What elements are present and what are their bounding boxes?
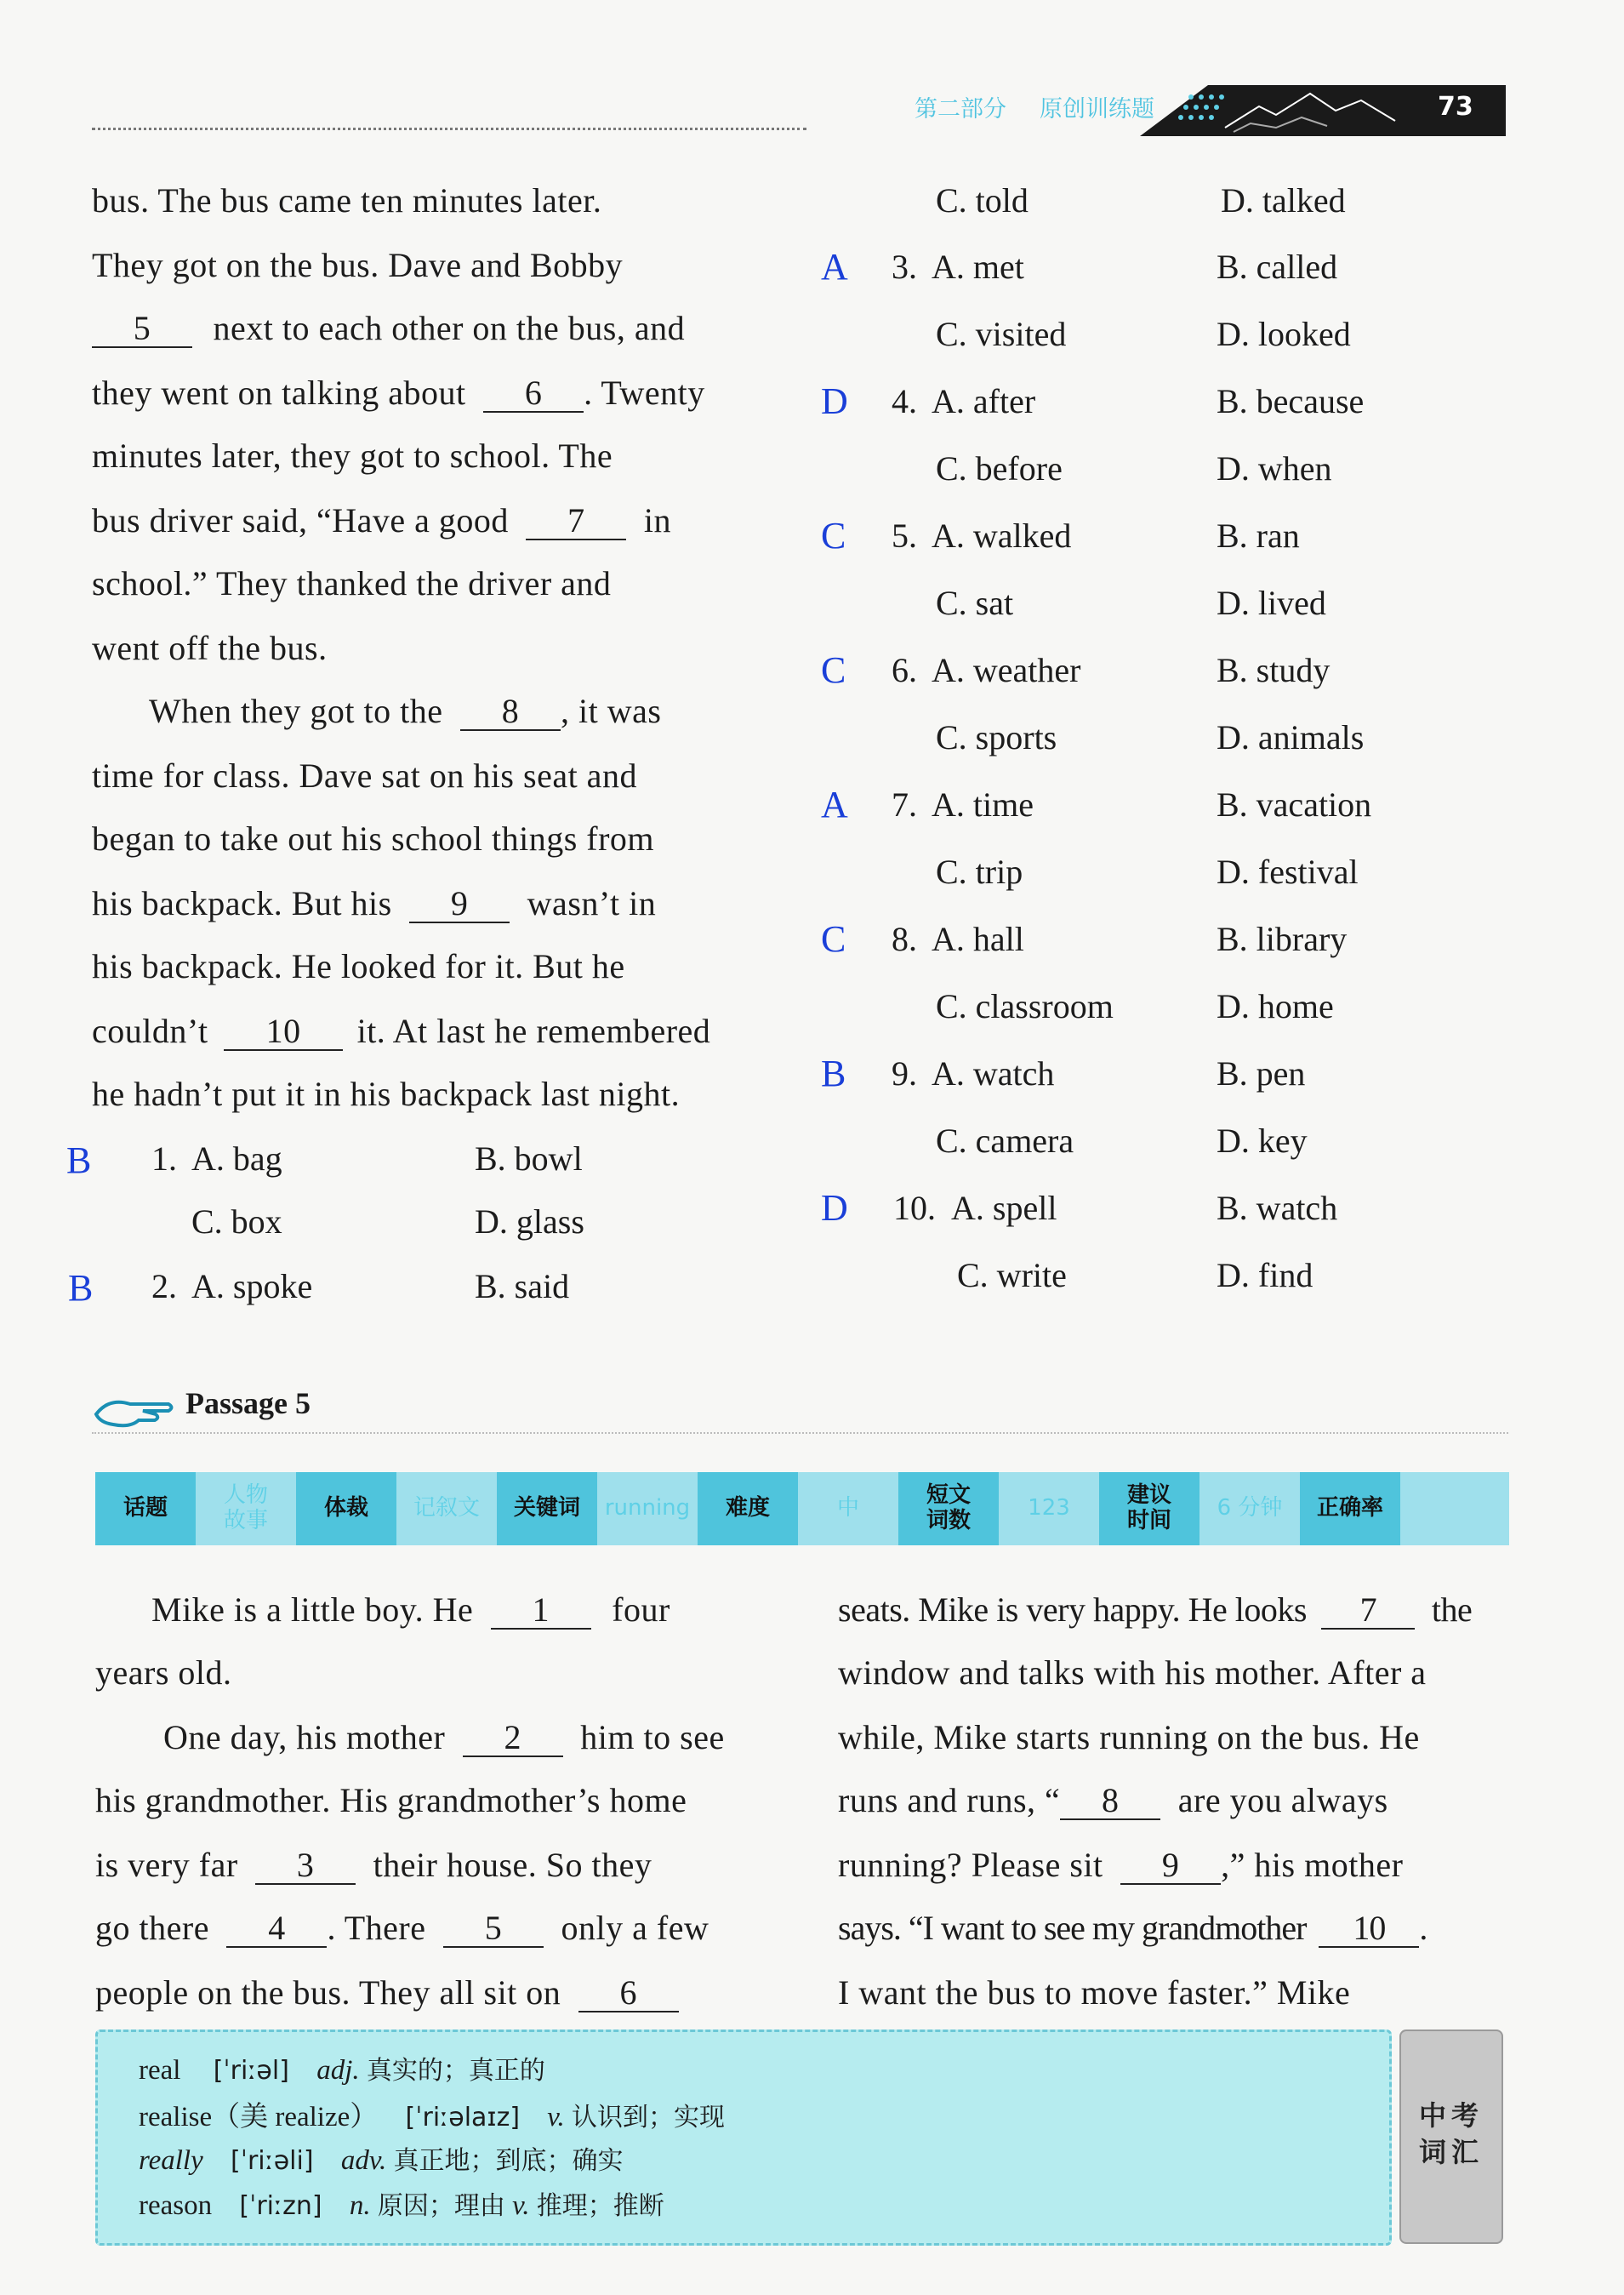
- option-c: C. box: [191, 1202, 282, 1241]
- blank: 9: [1120, 1847, 1221, 1885]
- option-d: D. key: [1217, 1122, 1308, 1160]
- info-value-difficulty: 中: [798, 1472, 898, 1545]
- option-c: C. sat: [936, 584, 1014, 622]
- blank: 5: [443, 1910, 544, 1948]
- option-b: B. pen: [1217, 1054, 1306, 1093]
- option-a: A. met: [932, 248, 1024, 286]
- option-a: A. after: [932, 382, 1036, 420]
- vocab-meaning: 推理；推断: [536, 2191, 664, 2221]
- text-span: bus driver said, “Have a good: [92, 501, 509, 539]
- text-line: [92, 1011, 710, 1051]
- text-line: school.” They thanked the driver and: [92, 564, 612, 602]
- info-value-wordcount: 123: [999, 1472, 1099, 1545]
- option-c: C. camera: [936, 1122, 1074, 1160]
- vocab-word: really: [139, 2145, 203, 2176]
- option-d: D. glass: [475, 1202, 584, 1241]
- vocab-word: realise（美 realize）: [139, 2102, 379, 2132]
- handwritten-answer: B: [66, 1139, 92, 1181]
- page-number: 73: [1438, 92, 1473, 122]
- handwritten-answer: A: [821, 784, 848, 825]
- option-d: D. find: [1217, 1256, 1313, 1294]
- text-span: him to see: [580, 1718, 725, 1756]
- info-value-accuracy: [1400, 1472, 1509, 1545]
- text-line: [92, 500, 671, 540]
- option-a: A. walked: [932, 517, 1072, 555]
- text-line: [149, 691, 661, 731]
- vocab-pos: adv.: [340, 2145, 387, 2176]
- question-number: 2.: [151, 1267, 177, 1305]
- text-span: are you always: [1177, 1781, 1388, 1819]
- blank: 9: [409, 886, 510, 923]
- text-span: . Twenty: [584, 374, 705, 412]
- vocab-entry: [139, 2184, 664, 2222]
- handwritten-answer: C: [821, 649, 846, 691]
- info-value-time: 6 分钟: [1199, 1472, 1300, 1545]
- info-label-keyword: 关键词: [497, 1472, 597, 1545]
- text-span: in: [643, 501, 672, 539]
- blank: 10: [1319, 1910, 1419, 1948]
- option-a: A. bag: [191, 1139, 282, 1178]
- vocab-ipa: [ˈriːəlaɪz]: [405, 2103, 521, 2132]
- handwritten-answer: C: [821, 918, 846, 960]
- vocab-pos: v.: [512, 2190, 530, 2221]
- option-a: A. hall: [932, 920, 1024, 958]
- text-span: his backpack. But his: [92, 884, 392, 922]
- blank: 1: [491, 1592, 591, 1630]
- vocab-ipa: [ˈriːzn]: [239, 2191, 322, 2221]
- text-line: [95, 1908, 709, 1948]
- info-label-genre: 体裁: [296, 1472, 396, 1545]
- text-span: couldn’t: [92, 1012, 208, 1050]
- option-a: A. spell: [951, 1189, 1057, 1227]
- question-number: 6.: [892, 651, 917, 689]
- vocab-meaning: 真实的；真正的: [366, 2056, 545, 2086]
- question-number: 3.: [892, 248, 917, 286]
- blank: 8: [1060, 1783, 1160, 1820]
- text-line: [92, 308, 685, 348]
- text-span: go there: [95, 1909, 209, 1947]
- header-section: 第二部分: [915, 96, 1006, 123]
- option-a: A. weather: [932, 651, 1081, 689]
- header-dotted-rule: [92, 128, 806, 130]
- text-line: while, Mike starts running on the bus. He: [838, 1718, 1420, 1756]
- vocab-pos: n.: [349, 2190, 371, 2221]
- handwritten-answer: D: [821, 1187, 848, 1229]
- passage-info-bar: [95, 1472, 1509, 1545]
- info-label-difficulty: 难度: [698, 1472, 798, 1545]
- option-b: B. study: [1217, 651, 1331, 689]
- info-value-keyword: running: [597, 1472, 698, 1545]
- text-span: four: [612, 1590, 670, 1629]
- text-span: people on the bus. They all sit on: [95, 1973, 561, 2012]
- option-b: B. library: [1217, 920, 1348, 958]
- text-line: he hadn’t put it in his backpack last night.: [92, 1075, 681, 1113]
- handwritten-answer: A: [821, 246, 848, 288]
- option-a: A. spoke: [191, 1267, 313, 1305]
- option-d: D. lived: [1217, 584, 1326, 622]
- text-span: running? Please sit: [838, 1846, 1103, 1884]
- option-c: C. classroom: [936, 987, 1114, 1025]
- text-span: When they got to the: [149, 692, 443, 730]
- info-label-accuracy: 正确率: [1300, 1472, 1400, 1545]
- option-b: B. vacation: [1217, 785, 1372, 824]
- text-span: seats. Mike is very happy. He looks: [838, 1590, 1307, 1629]
- option-d: D. home: [1217, 987, 1334, 1025]
- text-line: time for class. Dave sat on his seat and: [92, 756, 637, 795]
- option-c: C. before: [936, 449, 1063, 488]
- text-span: wasn’t in: [527, 884, 657, 922]
- text-span: says. “I want to see my grandmother: [838, 1909, 1307, 1947]
- text-span: their house. So they: [373, 1846, 652, 1884]
- vocab-tab: [1399, 2030, 1503, 2244]
- text-line: bus. The bus came ten minutes later.: [92, 181, 602, 220]
- text-line: [838, 1590, 1472, 1630]
- vocab-entry: [139, 2139, 624, 2177]
- option-d: D. when: [1217, 449, 1332, 488]
- handwritten-answer: B: [68, 1267, 94, 1309]
- header-subsection: 原创训练题: [1040, 96, 1154, 123]
- text-span: Mike is a little boy. He: [151, 1590, 474, 1629]
- question-number: 8.: [892, 920, 917, 958]
- text-line: minutes later, they got to school. The: [92, 437, 613, 475]
- title-rule: [92, 1432, 1508, 1434]
- text-line: [92, 373, 705, 413]
- option-d: D. festival: [1217, 853, 1359, 891]
- text-line: [838, 1845, 1403, 1885]
- text-line: [838, 1908, 1427, 1948]
- option-c: C. visited: [936, 315, 1067, 353]
- question-number: 1.: [151, 1139, 177, 1178]
- option-c: C. told: [936, 181, 1029, 220]
- blank: 5: [92, 311, 192, 348]
- option-b: B. because: [1217, 382, 1365, 420]
- vocab-pos: v.: [547, 2102, 565, 2132]
- handwritten-answer: B: [821, 1053, 846, 1094]
- question-number: 5.: [892, 517, 917, 555]
- handwritten-answer: D: [821, 380, 848, 422]
- info-label-time: 建议 时间: [1099, 1472, 1199, 1545]
- text-span: it. At last he remembered: [356, 1012, 711, 1050]
- text-span: .: [1419, 1909, 1427, 1947]
- vocab-box: [95, 2030, 1392, 2246]
- text-line: [95, 1972, 679, 2012]
- text-line: years old.: [95, 1653, 232, 1692]
- text-line: [151, 1590, 670, 1630]
- text-span: , it was: [560, 692, 662, 730]
- vocab-word: real: [139, 2055, 181, 2086]
- text-line: his grandmother. His grandmother’s home: [95, 1781, 687, 1819]
- blank: 6: [578, 1975, 679, 2012]
- info-value-genre: 记叙文: [396, 1472, 497, 1545]
- text-line: his backpack. He looked for it. But he: [92, 947, 625, 985]
- question-number: 7.: [892, 785, 917, 824]
- vocab-ipa: [ˈriːəli]: [231, 2146, 314, 2176]
- option-c: C. sports: [936, 718, 1057, 756]
- blank: 4: [226, 1910, 327, 1948]
- text-line: They got on the bus. Dave and Bobby: [92, 246, 624, 284]
- text-line: [163, 1717, 725, 1757]
- vocab-meaning: 原因；理由: [377, 2191, 505, 2221]
- blank: 8: [460, 694, 561, 731]
- text-span: is very far: [95, 1846, 238, 1884]
- vocab-tab-line: 词汇: [1418, 2136, 1484, 2169]
- text-span: they went on talking about: [92, 374, 466, 412]
- text-line: [92, 883, 656, 923]
- option-b: B. bowl: [475, 1139, 583, 1178]
- text-line: window and talks with his mother. After a: [838, 1653, 1427, 1692]
- option-c: C. trip: [936, 853, 1023, 891]
- vocab-tab-line: 中考: [1418, 2099, 1484, 2132]
- text-line: [95, 1845, 652, 1885]
- text-span: only a few: [561, 1909, 709, 1947]
- text-line: [838, 1780, 1388, 1820]
- vocab-meaning: 真正地；到底；确实: [393, 2146, 624, 2176]
- vocab-word: reason: [139, 2190, 213, 2221]
- info-value-topic: 人物 故事: [196, 1472, 296, 1545]
- option-b: B. watch: [1217, 1189, 1338, 1227]
- text-span: runs and runs, “: [838, 1781, 1061, 1819]
- text-line: I want the bus to move faster.” Mike: [838, 1973, 1351, 2012]
- text-line: went off the bus.: [92, 629, 328, 667]
- info-label-topic: 话题: [95, 1472, 196, 1545]
- option-a: A. time: [932, 785, 1034, 824]
- vocab-ipa: [ˈriːəl]: [213, 2056, 289, 2086]
- info-label-wordcount: 短文 词数: [898, 1472, 999, 1545]
- option-a: A. watch: [932, 1054, 1055, 1093]
- vocab-entry: [139, 2094, 725, 2134]
- option-c: C. write: [957, 1256, 1067, 1294]
- option-b: B. said: [475, 1267, 570, 1305]
- vocab-entry: [139, 2049, 545, 2087]
- text-line: began to take out his school things from: [92, 819, 655, 858]
- vocab-tab-label: [1401, 2098, 1501, 2171]
- blank: 3: [255, 1847, 356, 1885]
- vocab-meaning: 认识到；实现: [572, 2103, 725, 2132]
- blank: 2: [463, 1720, 563, 1757]
- option-d: D. animals: [1217, 718, 1365, 756]
- text-span: ,” his mother: [1221, 1846, 1404, 1884]
- text-span: next to each other on the bus, and: [213, 309, 686, 347]
- option-b: B. ran: [1217, 517, 1300, 555]
- text-span: the: [1431, 1590, 1473, 1629]
- option-b: B. called: [1217, 248, 1338, 286]
- question-number: 4.: [892, 382, 917, 420]
- blank: 6: [483, 375, 584, 413]
- handwritten-answer: C: [821, 515, 846, 557]
- option-d: D. talked: [1221, 181, 1346, 220]
- pointing-hand-icon: [92, 1389, 177, 1431]
- question-number: 10.: [893, 1189, 936, 1227]
- blank: 7: [526, 503, 626, 540]
- text-span: One day, his mother: [163, 1718, 446, 1756]
- option-d: D. looked: [1217, 315, 1351, 353]
- text-span: . There: [327, 1909, 426, 1947]
- question-number: 9.: [892, 1054, 917, 1093]
- passage-title: Passage 5: [185, 1386, 311, 1420]
- vocab-pos: adj.: [316, 2055, 360, 2086]
- blank: 7: [1321, 1592, 1415, 1630]
- blank: 10: [224, 1013, 343, 1051]
